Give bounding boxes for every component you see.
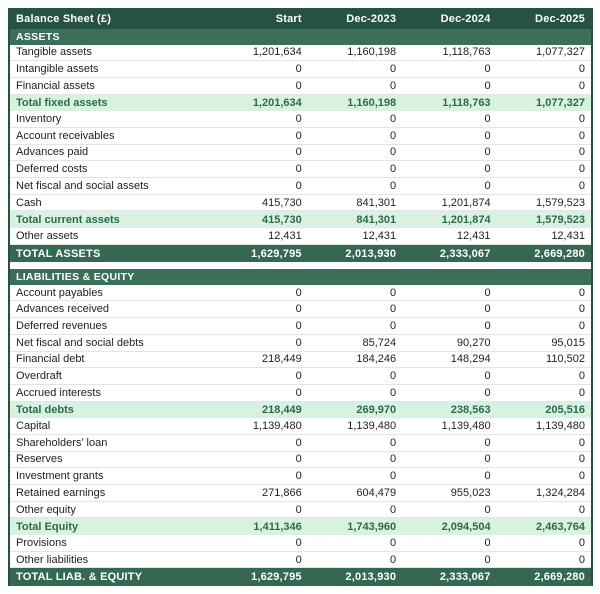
row-value-cell: 1,118,763 (442, 96, 491, 109)
row-value-cell: 0 (578, 129, 585, 142)
row-value-cell: 0 (295, 453, 302, 466)
row-value-cell: 1,579,523 (536, 213, 585, 226)
section-gap (10, 262, 591, 269)
row-value-cell: 0 (295, 179, 302, 192)
row-value-cell: 0 (484, 286, 491, 299)
row-value-cell: 12,431 (551, 229, 585, 242)
section-title: ASSETS (16, 30, 60, 43)
row-value-cell: 0 (484, 179, 491, 192)
row-value-cell: 0 (578, 113, 585, 126)
table-header-row (10, 8, 591, 29)
row-value-cell: 1,743,960 (347, 520, 397, 533)
row-value-cell: 1,139,480 (536, 420, 585, 433)
table-row (10, 518, 591, 535)
row-value-cell: 0 (578, 79, 585, 92)
row-value-cell: 0 (295, 436, 302, 449)
table-title: Balance Sheet (£) (16, 12, 112, 25)
row-value-cell: 0 (578, 386, 585, 399)
row-label: Other equity (16, 503, 76, 516)
row-value-cell: 0 (578, 319, 585, 332)
row-value-cell: 0 (390, 370, 397, 383)
section-title: LIABILITIES & EQUITY (16, 271, 135, 283)
column-header-dec-2023: Dec-2023 (346, 12, 397, 25)
row-value-cell: 1,139,480 (252, 420, 302, 433)
row-value-cell: 0 (484, 319, 491, 332)
row-value-cell: 1,160,198 (347, 96, 397, 109)
row-value-cell: 0 (484, 503, 491, 516)
table-row (10, 485, 591, 502)
row-value-cell: 0 (578, 553, 585, 566)
row-label: Accrued interests (16, 386, 101, 399)
row-label: Reserves (16, 453, 63, 466)
table-row (10, 95, 591, 112)
row-value-cell: 0 (578, 536, 585, 549)
row-value-cell: 0 (295, 370, 302, 383)
table-row (10, 161, 591, 178)
row-value-cell: 0 (578, 303, 585, 316)
table-row (10, 552, 591, 569)
row-label: Other assets (16, 229, 79, 242)
table-row (10, 111, 591, 128)
row-value-cell: 0 (390, 179, 397, 192)
row-value-cell: 0 (390, 113, 397, 126)
table-row (10, 128, 591, 145)
row-value-cell: 0 (295, 129, 302, 142)
row-value-cell: 2,669,280 (534, 571, 585, 584)
row-value-cell: 0 (484, 453, 491, 466)
row-value-cell: 12,431 (268, 229, 302, 242)
row-value-cell: 604,479 (356, 486, 397, 499)
row-value-cell: 0 (578, 163, 585, 176)
row-value-cell: 0 (484, 303, 491, 316)
row-value-cell: 238,563 (450, 403, 491, 416)
row-value-cell: 0 (484, 163, 491, 176)
row-value-cell: 1,077,327 (536, 46, 585, 59)
row-value-cell: 0 (578, 470, 585, 483)
row-value-cell: 0 (578, 370, 585, 383)
row-value-cell: 0 (390, 163, 397, 176)
row-value-cell: 148,294 (450, 353, 491, 366)
row-value-cell: 0 (295, 470, 302, 483)
row-value-cell: 0 (484, 63, 491, 76)
row-label: Capital (16, 420, 51, 433)
table-row (10, 78, 591, 95)
row-value-cell: 0 (295, 336, 302, 349)
row-value-cell: 0 (484, 553, 491, 566)
row-value-cell: 0 (578, 286, 585, 299)
row-value-cell: 0 (578, 179, 585, 192)
row-value-cell: 1,324,284 (536, 486, 585, 499)
row-label: Tangible assets (16, 46, 92, 59)
column-header-start: Start (275, 12, 302, 25)
table-row (10, 335, 591, 352)
table-row (10, 468, 591, 485)
row-value-cell: 0 (390, 286, 397, 299)
table-row (10, 385, 591, 402)
row-label: Inventory (16, 113, 62, 126)
row-label: Net fiscal and social debts (16, 336, 144, 349)
row-label: Advances paid (16, 146, 89, 159)
row-label: Financial debt (16, 353, 85, 366)
column-header-dec-2025: Dec-2025 (535, 12, 585, 25)
table-row (10, 418, 591, 435)
table-row (10, 228, 591, 245)
row-value-cell: 0 (295, 303, 302, 316)
row-value-cell: 0 (390, 129, 397, 142)
table-row (10, 301, 591, 318)
row-value-cell: 955,023 (450, 486, 491, 499)
row-value-cell: 0 (390, 79, 397, 92)
row-value-cell: 0 (578, 436, 585, 449)
table-row (10, 435, 591, 452)
row-value-cell: 184,246 (356, 353, 397, 366)
row-value-cell: 0 (295, 63, 302, 76)
row-label: Total fixed assets (16, 96, 108, 109)
row-label: Deferred costs (16, 163, 88, 176)
table-row (10, 452, 591, 469)
row-label: Retained earnings (16, 486, 106, 499)
row-value-cell: 0 (390, 453, 397, 466)
row-value-cell: 1,629,795 (251, 247, 302, 260)
section-header-row (10, 269, 591, 285)
row-value-cell: 0 (578, 146, 585, 159)
row-label: Total debts (16, 403, 74, 416)
row-value-cell: 0 (390, 303, 397, 316)
row-value-cell: 1,139,480 (347, 420, 397, 433)
row-value-cell: 0 (578, 453, 585, 466)
row-value-cell: 271,866 (261, 486, 302, 499)
row-value-cell: 0 (390, 63, 397, 76)
row-label: Deferred revenues (16, 319, 108, 332)
balance-sheet-table (8, 8, 593, 586)
row-value-cell: 2,333,067 (439, 247, 491, 260)
row-label: Other liabilities (16, 553, 89, 566)
table-row (10, 568, 591, 586)
row-value-cell: 110,502 (546, 353, 585, 366)
row-label: Overdraft (16, 370, 62, 383)
row-value-cell: 0 (390, 386, 397, 399)
table-row (10, 368, 591, 385)
row-value-cell: 0 (390, 553, 397, 566)
row-label: Account payables (16, 286, 103, 299)
row-value-cell: 0 (484, 146, 491, 159)
row-value-cell: 1,201,874 (441, 196, 491, 209)
row-label: Intangible assets (16, 63, 99, 76)
row-value-cell: 1,077,327 (536, 96, 585, 109)
row-value-cell: 0 (295, 503, 302, 516)
row-value-cell: 1,579,523 (536, 196, 585, 209)
row-value-cell: 415,730 (261, 213, 302, 226)
row-value-cell: 0 (295, 113, 302, 126)
row-value-cell: 0 (295, 319, 302, 332)
row-value-cell: 1,629,795 (251, 571, 302, 584)
column-header-dec-2024: Dec-2024 (440, 12, 491, 25)
row-value-cell: 0 (484, 536, 491, 549)
row-label: Advances received (16, 303, 109, 316)
table-row (10, 61, 591, 78)
table-row (10, 318, 591, 335)
row-value-cell: 218,449 (261, 353, 302, 366)
row-value-cell: 1,201,634 (252, 96, 302, 109)
row-value-cell: 1,118,763 (442, 46, 491, 59)
row-value-cell: 269,970 (356, 403, 397, 416)
table-body (10, 29, 591, 586)
row-value-cell: 95,015 (551, 336, 585, 349)
row-value-cell: 12,431 (456, 229, 491, 242)
row-value-cell: 1,160,198 (347, 46, 397, 59)
row-value-cell: 0 (295, 286, 302, 299)
row-value-cell: 2,013,930 (345, 571, 397, 584)
row-value-cell: 0 (484, 129, 491, 142)
row-value-cell: 1,201,874 (441, 213, 491, 226)
table-row (10, 502, 591, 519)
row-value-cell: 841,301 (356, 196, 397, 209)
row-value-cell: 12,431 (362, 229, 397, 242)
row-label: Total Equity (16, 520, 79, 533)
table-row (10, 178, 591, 195)
section-header-row (10, 29, 591, 45)
row-label: TOTAL ASSETS (16, 247, 101, 260)
row-value-cell: 90,270 (456, 336, 491, 349)
row-value-cell: 0 (295, 79, 302, 92)
table-row (10, 195, 591, 212)
row-label: Net fiscal and social assets (16, 179, 149, 192)
row-value-cell: 415,730 (261, 196, 302, 209)
row-value-cell: 0 (484, 386, 491, 399)
row-value-cell: 1,201,634 (252, 46, 302, 59)
row-value-cell: 841,301 (356, 213, 397, 226)
row-value-cell: 2,094,504 (441, 520, 491, 533)
table-row (10, 402, 591, 419)
row-value-cell: 0 (390, 503, 397, 516)
row-value-cell: 0 (295, 553, 302, 566)
row-value-cell: 85,724 (362, 336, 397, 349)
table-row (10, 245, 591, 263)
table-row (10, 145, 591, 162)
row-value-cell: 0 (390, 436, 397, 449)
row-value-cell: 0 (390, 536, 397, 549)
row-label: Provisions (16, 536, 67, 549)
row-label: TOTAL LIAB. & EQUITY (16, 571, 143, 584)
row-value-cell: 2,669,280 (534, 247, 585, 260)
table-row (10, 285, 591, 302)
row-value-cell: 0 (578, 63, 585, 76)
row-value-cell: 0 (390, 146, 397, 159)
row-label: Investment grants (16, 470, 104, 483)
row-value-cell: 0 (295, 536, 302, 549)
row-label: Financial assets (16, 79, 95, 92)
row-value-cell: 2,333,067 (439, 571, 491, 584)
row-value-cell: 2,463,764 (536, 520, 585, 533)
row-value-cell: 0 (484, 113, 491, 126)
row-value-cell: 0 (484, 436, 491, 449)
row-value-cell: 0 (390, 319, 397, 332)
row-value-cell: 0 (295, 386, 302, 399)
table-row (10, 352, 591, 369)
row-value-cell: 218,449 (261, 403, 302, 416)
row-label: Cash (16, 196, 42, 209)
row-value-cell: 0 (578, 503, 585, 516)
row-value-cell: 1,139,480 (441, 420, 491, 433)
row-value-cell: 0 (390, 470, 397, 483)
row-value-cell: 205,516 (545, 403, 585, 416)
row-label: Total current assets (16, 213, 120, 226)
row-value-cell: 1,411,346 (253, 520, 302, 533)
table-row (10, 45, 591, 62)
row-value-cell: 2,013,930 (345, 247, 397, 260)
table-row (10, 535, 591, 552)
row-value-cell: 0 (484, 79, 491, 92)
row-value-cell: 0 (295, 146, 302, 159)
row-label: Account receivables (16, 129, 115, 142)
row-value-cell: 0 (484, 470, 491, 483)
row-label: Shareholders’ loan (16, 436, 108, 449)
row-value-cell: 0 (295, 163, 302, 176)
table-row (10, 211, 591, 228)
row-value-cell: 0 (484, 370, 491, 383)
